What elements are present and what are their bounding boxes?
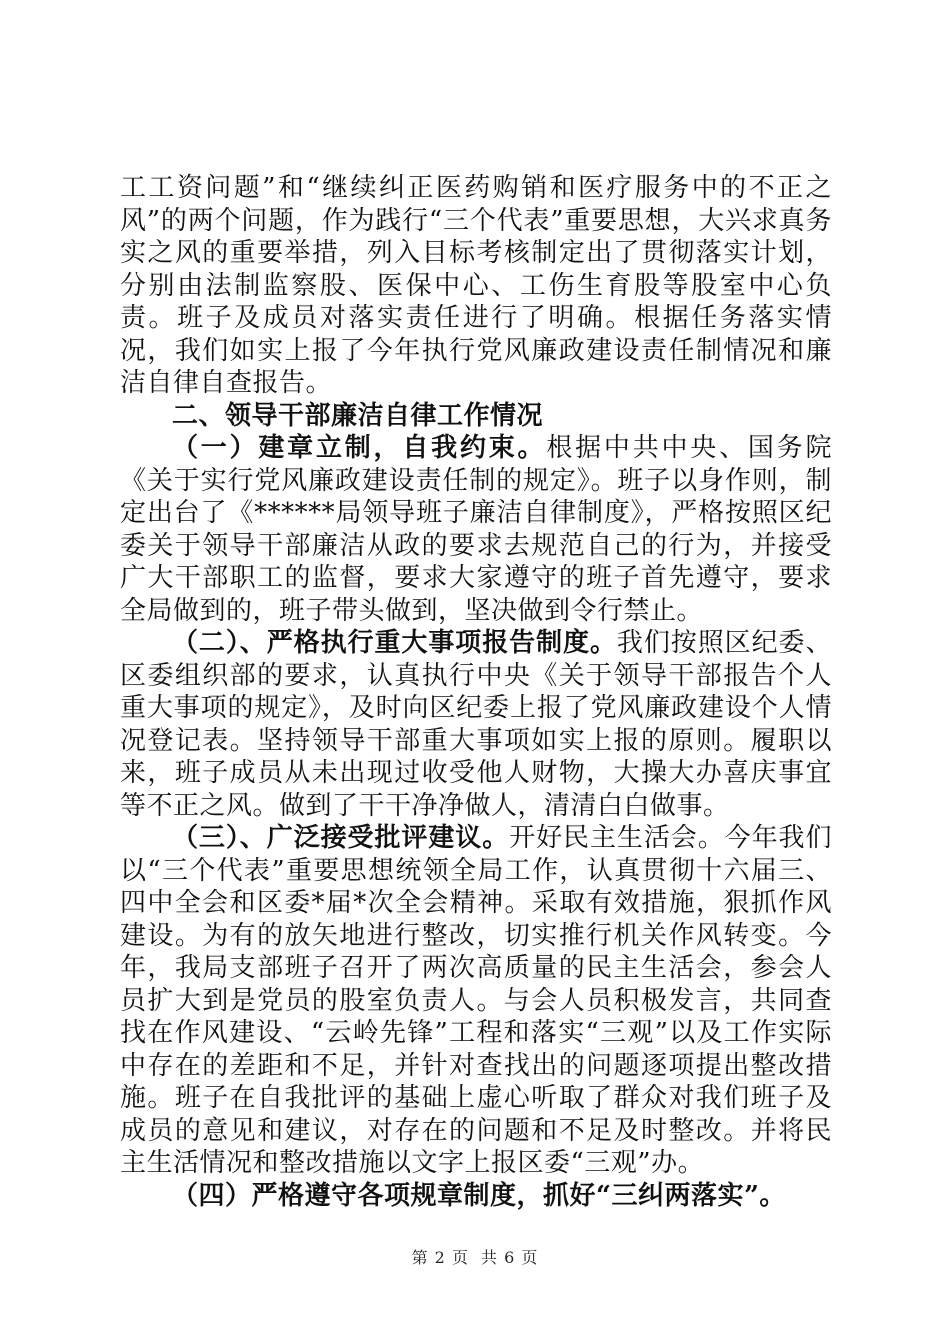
section-heading-text: 二、领导干部廉洁自律工作情况 — [172, 400, 544, 431]
paragraph-text: 我们按照区纪委、区委组织部的要求，认真执行中央《关于领导干部报告个人重大事项的规定》，及时向区纪委上报了党风廉政建设个人情况登记表。坚持领导干部重大事项如实上报的原则。履职以来，班子成员从未出现过收受他人财物，大操大办喜庆事宜等不正之风。做到了干干净净做人，清清白白做事。 — [120, 628, 832, 821]
page-number: 第 2 页 — [411, 1248, 469, 1267]
paragraph-lead: （一）建章立制，自我约束。 — [172, 433, 547, 463]
paragraph-item-4 — [120, 1180, 832, 1213]
page-footer — [0, 1245, 950, 1268]
paragraph-lead: （二）、严格执行重大事项报告制度。 — [172, 628, 617, 658]
paragraph-text: 根据中共中央、国务院《关于实行党风廉政建设责任制的规定》。班子以身作则，制定出台了《******局领导班子廉洁自律制度》，严格按照区纪委关于领导干部廉洁从政的要求去规范自己的行为，并接受广大干部职工的监督，要求大家遵守的班子首先遵守，要求全局做到的，班子带头做到，坚决做到令行禁止。 — [120, 433, 832, 626]
paragraph-continuation — [120, 172, 832, 400]
paragraph-lead: （四）严格遵守各项规章制度，抓好“三纠两落实”。 — [172, 1180, 786, 1211]
paragraph-text: 开好民主生活会。今年我们以“三个代表”重要思想统领全局工作，认真贯彻十六届三、四中全会和区委*届*次全会精神。采取有效措施，狠抓作风建设。为有的放矢地进行整改，切实推行机关作风转变。今年，我局支部班子召开了两次高质量的民主生活会，参会人员扩大到是党员的股室负责人。与会人员积极发言，共同查找在作风建设、“云岭先锋”工程和落实“三观”以及工作实际中存在的差距和不足，并针对查找出的问题逐项提出整改措施。班子在自我批评的基础上虚心听取了群众对我们班子及成员的意见和建议，对存在的问题和不足及时整改。并将民主生活情况和整改措施以文字上报区委“三观”办。 — [120, 823, 832, 1178]
paragraph-item-1 — [120, 432, 832, 627]
section-heading — [120, 400, 832, 433]
document-body — [120, 172, 832, 1212]
paragraph-item-2 — [120, 627, 832, 822]
paragraph-text: 工工资问题”和“继续纠正医药购销和医疗服务中的不正之风”的两个问题，作为践行“三个代表”重要思想，大兴求真务实之风的重要举措，列入目标考核制定出了贯彻落实计划，分别由法制监察股、医保中心、工伤生育股等股室中心负责。班子及成员对落实责任进行了明确。根据任务落实情况，我们如实上报了今年执行党风廉政建设责任制情况和廉洁自律自查报告。 — [120, 173, 832, 398]
page-total: 共 6 页 — [481, 1248, 539, 1267]
paragraph-item-3 — [120, 822, 832, 1180]
paragraph-lead: （三）、广泛接受批评建议。 — [172, 823, 510, 853]
